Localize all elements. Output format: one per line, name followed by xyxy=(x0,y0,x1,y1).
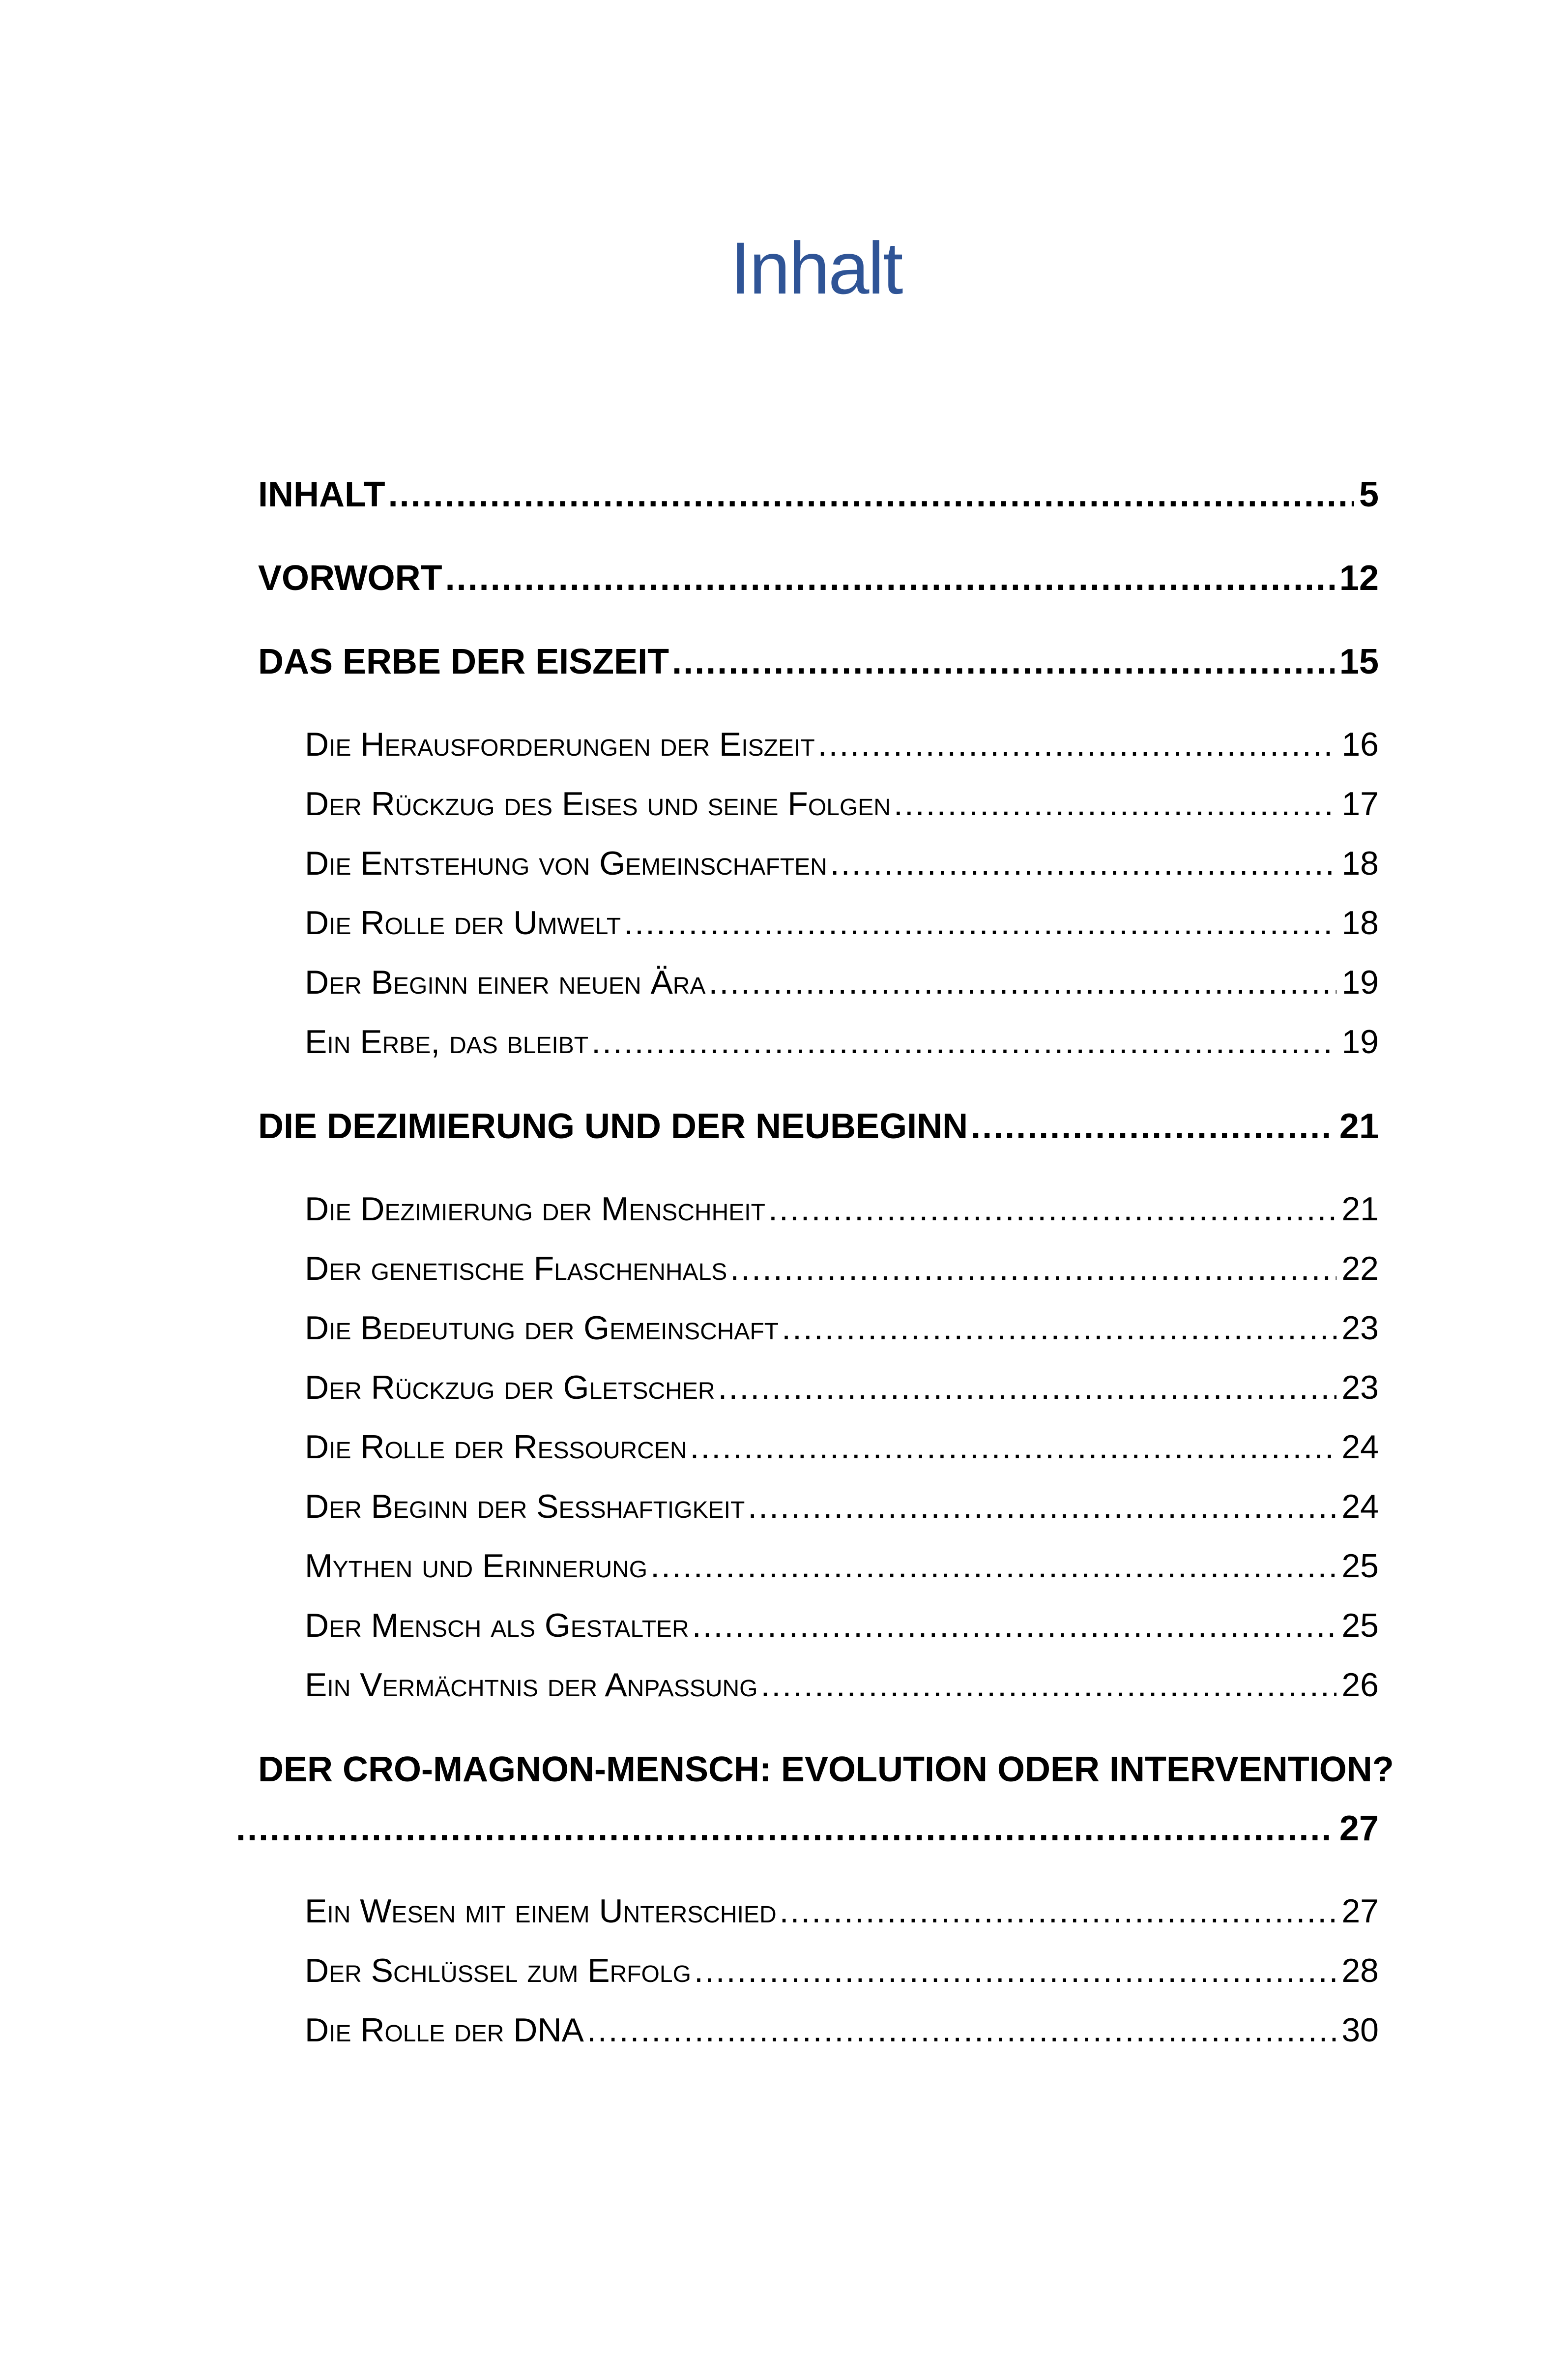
toc-page-number: 19 xyxy=(1341,1023,1379,1061)
toc-section[interactable] xyxy=(305,1371,1379,1404)
toc-page-number: 21 xyxy=(1341,1190,1379,1228)
toc-chapter-vorwort[interactable] xyxy=(258,560,1379,596)
toc-chapter-inhalt[interactable] xyxy=(258,477,1379,512)
toc-entry-label: DER CRO-MAGNON-MENSCH: EVOLUTION ODER INTERVENTION? xyxy=(258,1750,1394,1789)
toc-page-number: 17 xyxy=(1341,785,1379,823)
toc-entry-label: VORWORT xyxy=(258,559,442,598)
toc-chapter-cro-magnon-leader[interactable] xyxy=(236,1811,1379,1846)
toc-page-number: 22 xyxy=(1341,1250,1379,1287)
toc-section[interactable] xyxy=(305,1894,1379,1928)
toc-page-number: 5 xyxy=(1359,475,1379,514)
toc-section[interactable] xyxy=(305,906,1379,940)
toc-page-number: 30 xyxy=(1341,2011,1379,2049)
dot-leader xyxy=(672,644,1335,679)
toc-page-number: 27 xyxy=(1339,1809,1379,1848)
toc-entry-label: Die Herausforderungen der Eiszeit xyxy=(305,726,815,763)
toc-entry-label: Ein Vermächtnis der Anpassung xyxy=(305,1666,758,1704)
dot-leader xyxy=(650,1549,1336,1583)
toc-page-number: 23 xyxy=(1341,1309,1379,1347)
toc-section[interactable] xyxy=(305,787,1379,821)
toc-section[interactable] xyxy=(305,847,1379,880)
toc-entry-label: INHALT xyxy=(258,475,385,514)
dot-leader xyxy=(830,847,1337,880)
dot-leader xyxy=(748,1490,1336,1523)
toc-chapter-erbe-der-eiszeit[interactable] xyxy=(258,644,1379,679)
toc-page-number: 28 xyxy=(1341,1952,1379,1989)
toc-entry-label: Der Mensch als Gestalter xyxy=(305,1607,689,1644)
dot-leader xyxy=(587,2013,1336,2047)
dot-leader xyxy=(388,477,1354,512)
toc-page-number: 16 xyxy=(1341,726,1379,763)
toc-entry-label: Die Rolle der Umwelt xyxy=(305,904,621,942)
toc-entry-label: Der Beginn einer neuen Ära xyxy=(305,964,706,1001)
toc-section[interactable] xyxy=(305,728,1379,761)
toc-page-number: 19 xyxy=(1341,964,1379,1001)
dot-leader xyxy=(718,1371,1337,1404)
toc-page-number: 24 xyxy=(1341,1428,1379,1466)
toc-entry-label: DAS ERBE DER EISZEIT xyxy=(258,642,669,681)
toc-entry-label: Ein Erbe, das bleibt xyxy=(305,1023,589,1061)
toc-chapter-dezimierung[interactable] xyxy=(258,1109,1379,1144)
toc-entry-label: Die Bedeutung der Gemeinschaft xyxy=(305,1309,779,1347)
dot-leader xyxy=(692,1609,1337,1642)
dot-leader xyxy=(690,1430,1337,1464)
toc-entry-label: Der Rückzug der Gletscher xyxy=(305,1369,715,1406)
toc-entry-label: Die Rolle der DNA xyxy=(305,2011,584,2049)
toc-page-number: 26 xyxy=(1341,1666,1379,1704)
dot-leader xyxy=(768,1192,1336,1226)
toc-page-number: 18 xyxy=(1341,845,1379,882)
toc-page-number: 21 xyxy=(1339,1107,1379,1146)
dot-leader xyxy=(780,1894,1337,1928)
toc-section[interactable] xyxy=(305,1549,1379,1583)
toc-section[interactable] xyxy=(305,1609,1379,1642)
dot-leader xyxy=(236,1811,1335,1846)
toc-entry-label: Der genetische Flaschenhals xyxy=(305,1250,727,1287)
toc-page-number: 27 xyxy=(1341,1892,1379,1930)
toc-section[interactable] xyxy=(305,2013,1379,2047)
toc-section[interactable] xyxy=(305,1954,1379,1987)
dot-leader xyxy=(694,1954,1336,1987)
dot-leader xyxy=(894,787,1336,821)
toc-section[interactable] xyxy=(305,1252,1379,1285)
toc-page-number: 25 xyxy=(1341,1547,1379,1585)
dot-leader xyxy=(761,1668,1337,1702)
toc-section[interactable] xyxy=(305,1192,1379,1226)
toc-section[interactable] xyxy=(305,1668,1379,1702)
dot-leader xyxy=(782,1311,1336,1345)
toc-page-number: 24 xyxy=(1341,1488,1379,1525)
toc-entry-label: Der Beginn der Sesshaftigkeit xyxy=(305,1488,745,1525)
dot-leader xyxy=(624,906,1336,940)
toc-section[interactable] xyxy=(305,1025,1379,1059)
toc-page-number: 12 xyxy=(1339,559,1379,598)
toc-page-number: 25 xyxy=(1341,1607,1379,1644)
toc-entry-label: DIE DEZIMIERUNG UND DER NEUBEGINN xyxy=(258,1107,968,1146)
toc-section[interactable] xyxy=(305,1311,1379,1345)
toc-section[interactable] xyxy=(305,1430,1379,1464)
dot-leader xyxy=(708,966,1336,999)
toc-page-number: 15 xyxy=(1339,642,1379,681)
dot-leader xyxy=(591,1025,1336,1059)
toc-chapter-cro-magnon-title[interactable] xyxy=(258,1750,1394,1789)
toc-entry-label: Ein Wesen mit einem Unterschied xyxy=(305,1892,777,1930)
toc-entry-label: Die Rolle der Ressourcen xyxy=(305,1428,687,1466)
toc-section[interactable] xyxy=(305,966,1379,999)
dot-leader xyxy=(445,560,1335,596)
page-title: Inhalt xyxy=(730,227,902,309)
dot-leader xyxy=(818,728,1337,761)
toc-entry-label: Mythen und Erinnerung xyxy=(305,1547,648,1585)
toc-page-number: 23 xyxy=(1341,1369,1379,1406)
dot-leader xyxy=(971,1109,1335,1144)
toc-section[interactable] xyxy=(305,1490,1379,1523)
toc-entry-label: Der Schlüssel zum Erfolg xyxy=(305,1952,691,1989)
toc-entry-label: Die Dezimierung der Menschheit xyxy=(305,1190,765,1228)
toc-entry-label: Der Rückzug des Eises und seine Folgen xyxy=(305,785,891,823)
dot-leader xyxy=(730,1252,1336,1285)
toc-page-number: 18 xyxy=(1341,904,1379,942)
toc-entry-label: Die Entstehung von Gemeinschaften xyxy=(305,845,827,882)
